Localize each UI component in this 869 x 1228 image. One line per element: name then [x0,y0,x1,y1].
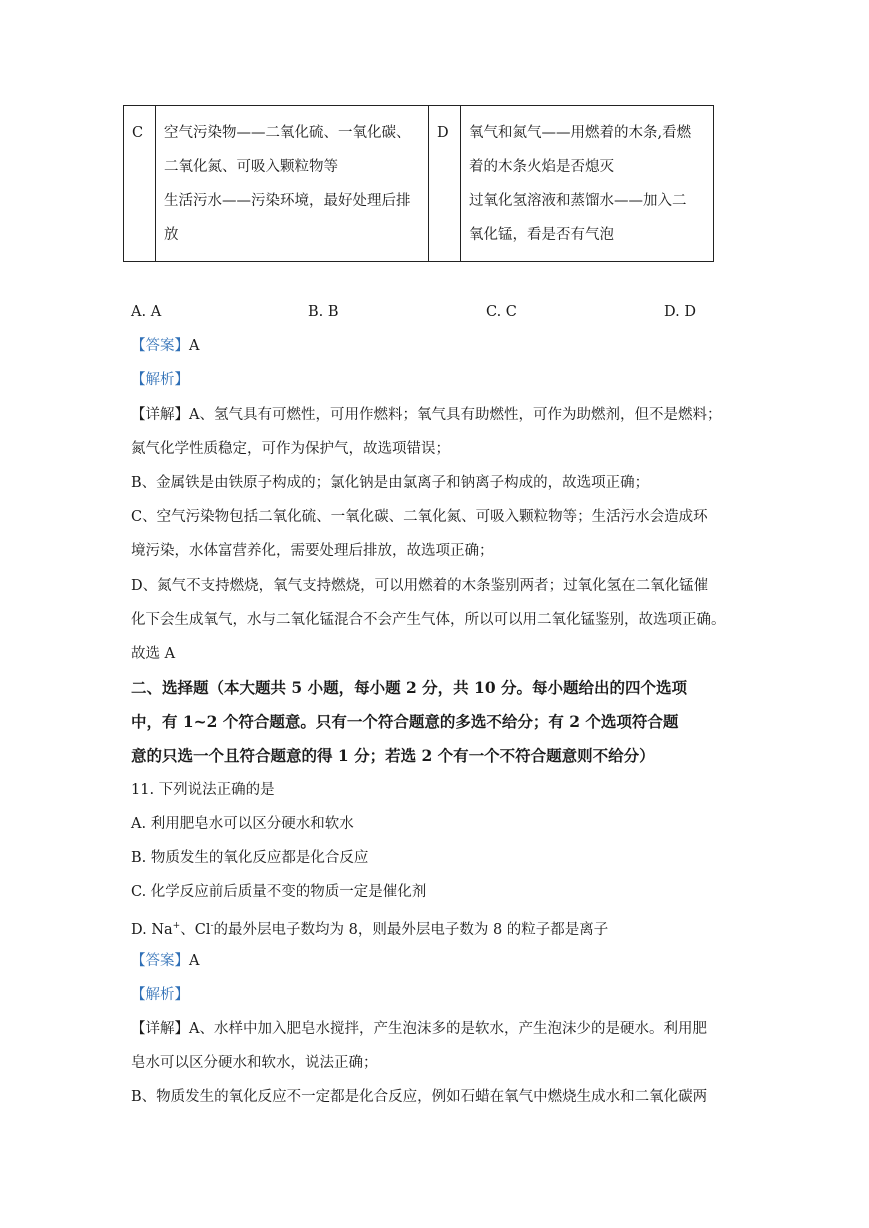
detail-text: A、氢气具有可燃性，可用作燃料；氧气具有助燃性，可作为助燃剂，但不是燃料； [189,407,722,423]
section2-heading-line: 意的只选一个且符合题意的得 1 分；若选 2 个有一个不符合题意则不给分） [131,746,655,765]
detail-tag: 【详解】 [131,1021,189,1037]
answer-value: A [189,338,200,354]
q11-option-a: A. 利用肥皂水可以区分硬水和软水 [131,816,354,832]
answer-tag: 【答案】 [131,953,189,969]
option-c-line: 空气污染物——二氧化硫、一氧化碳、 [164,125,411,141]
q10-detail-line: 化下会生成氧气，水与二氧化锰混合不会产生气体，所以可以用二氧化锰鉴别，故选项正确。 [131,612,726,628]
q10-detail-line: 氮气化学性质稳定，可作为保护气，故选项错误； [131,441,450,457]
option-d-line: 氧气和氮气——用燃着的木条,看燃 [469,125,692,141]
q11-option-b: B. 物质发生的氧化反应都是化合反应 [131,850,369,866]
option-c-label-cell [124,106,156,262]
option-d-text: 的最外层电子数均为 8，则最外层电子数为 8 的粒子都是离子 [213,922,609,938]
q10-detail-line [131,405,721,425]
detail-text: A、水样中加入肥皂水搅拌，产生泡沫多的是软水，产生泡沫少的是硬水。利用肥 [189,1021,707,1037]
option-d-content-cell [461,106,714,262]
option-c-label: C [132,125,144,141]
q10-answer [131,336,199,356]
q10-detail-line: B、金属铁是由铁原子构成的；氯化钠是由氯离子和钠离子构成的，故选项正确； [131,475,650,491]
q11-option-c: C. 化学反应前后质量不变的物质一定是催化剂 [131,884,427,900]
option-c-content-cell [156,106,429,262]
option-c-line: 生活污水——污染环境，最好处理后排 [164,193,411,209]
q11-answer [131,951,199,971]
q11-detail-line: B、物质发生的氧化反应不一定都是化合反应，例如石蜡在氧气中燃烧生成水和二氧化碳两 [131,1089,708,1105]
q10-option-a: A. A [131,304,162,320]
q11-stem: 11. 下列说法正确的是 [131,782,275,798]
answer-value: A [189,953,200,969]
option-d-text: 、Cl [180,922,211,938]
q10-detail-line: C、空气污染物包括二氧化硫、一氧化碳、二氧化氮、可吸入颗粒物等；生活污水会造成环 [131,509,708,525]
options-table [123,105,714,262]
answer-tag: 【答案】 [131,338,189,354]
analysis-tag: 【解析】 [131,987,189,1003]
option-d-label: D [437,125,449,141]
q10-option-b: B. B [308,304,339,320]
option-d-line: 着的木条火焰是否熄灭 [469,159,614,175]
q10-detail-line: 故选 A [131,646,176,662]
q10-detail-line: D、氮气不支持燃烧，氧气支持燃烧，可以用燃着的木条鉴别两者；过氧化氢在二氧化锰催 [131,578,709,594]
charge-superscript: - [210,921,214,931]
q10-option-c: C. C [486,304,517,320]
analysis-tag: 【解析】 [131,372,189,388]
q10-analysis [131,370,189,390]
option-c-line: 二氧化氮、可吸入颗粒物等 [164,159,338,175]
option-d-text: D. Na [131,922,173,938]
option-d-label-cell [429,106,461,262]
detail-tag: 【详解】 [131,407,189,423]
charge-superscript: + [172,921,181,931]
section2-heading-line: 中，有 1~2 个符合题意。只有一个符合题意的多选不给分；有 2 个选项符合题 [131,712,679,731]
option-d-line: 过氧化氢溶液和蒸馏水——加入二 [469,193,687,209]
q11-detail-line: 皂水可以区分硬水和软水，说法正确； [131,1055,378,1071]
option-d-line: 氧化锰，看是否有气泡 [469,227,614,243]
section2-heading-line: 二、选择题（本大题共 5 小题，每小题 2 分，共 10 分。每小题给出的四个选项 [131,678,688,697]
q10-detail-line: 境污染，水体富营养化，需要处理后排放，故选项正确； [131,543,494,559]
q11-analysis [131,985,189,1005]
q10-option-d: D. D [664,304,696,320]
q11-detail-line [131,1019,707,1039]
option-c-line: 放 [164,227,179,243]
q11-option-d [131,916,608,940]
